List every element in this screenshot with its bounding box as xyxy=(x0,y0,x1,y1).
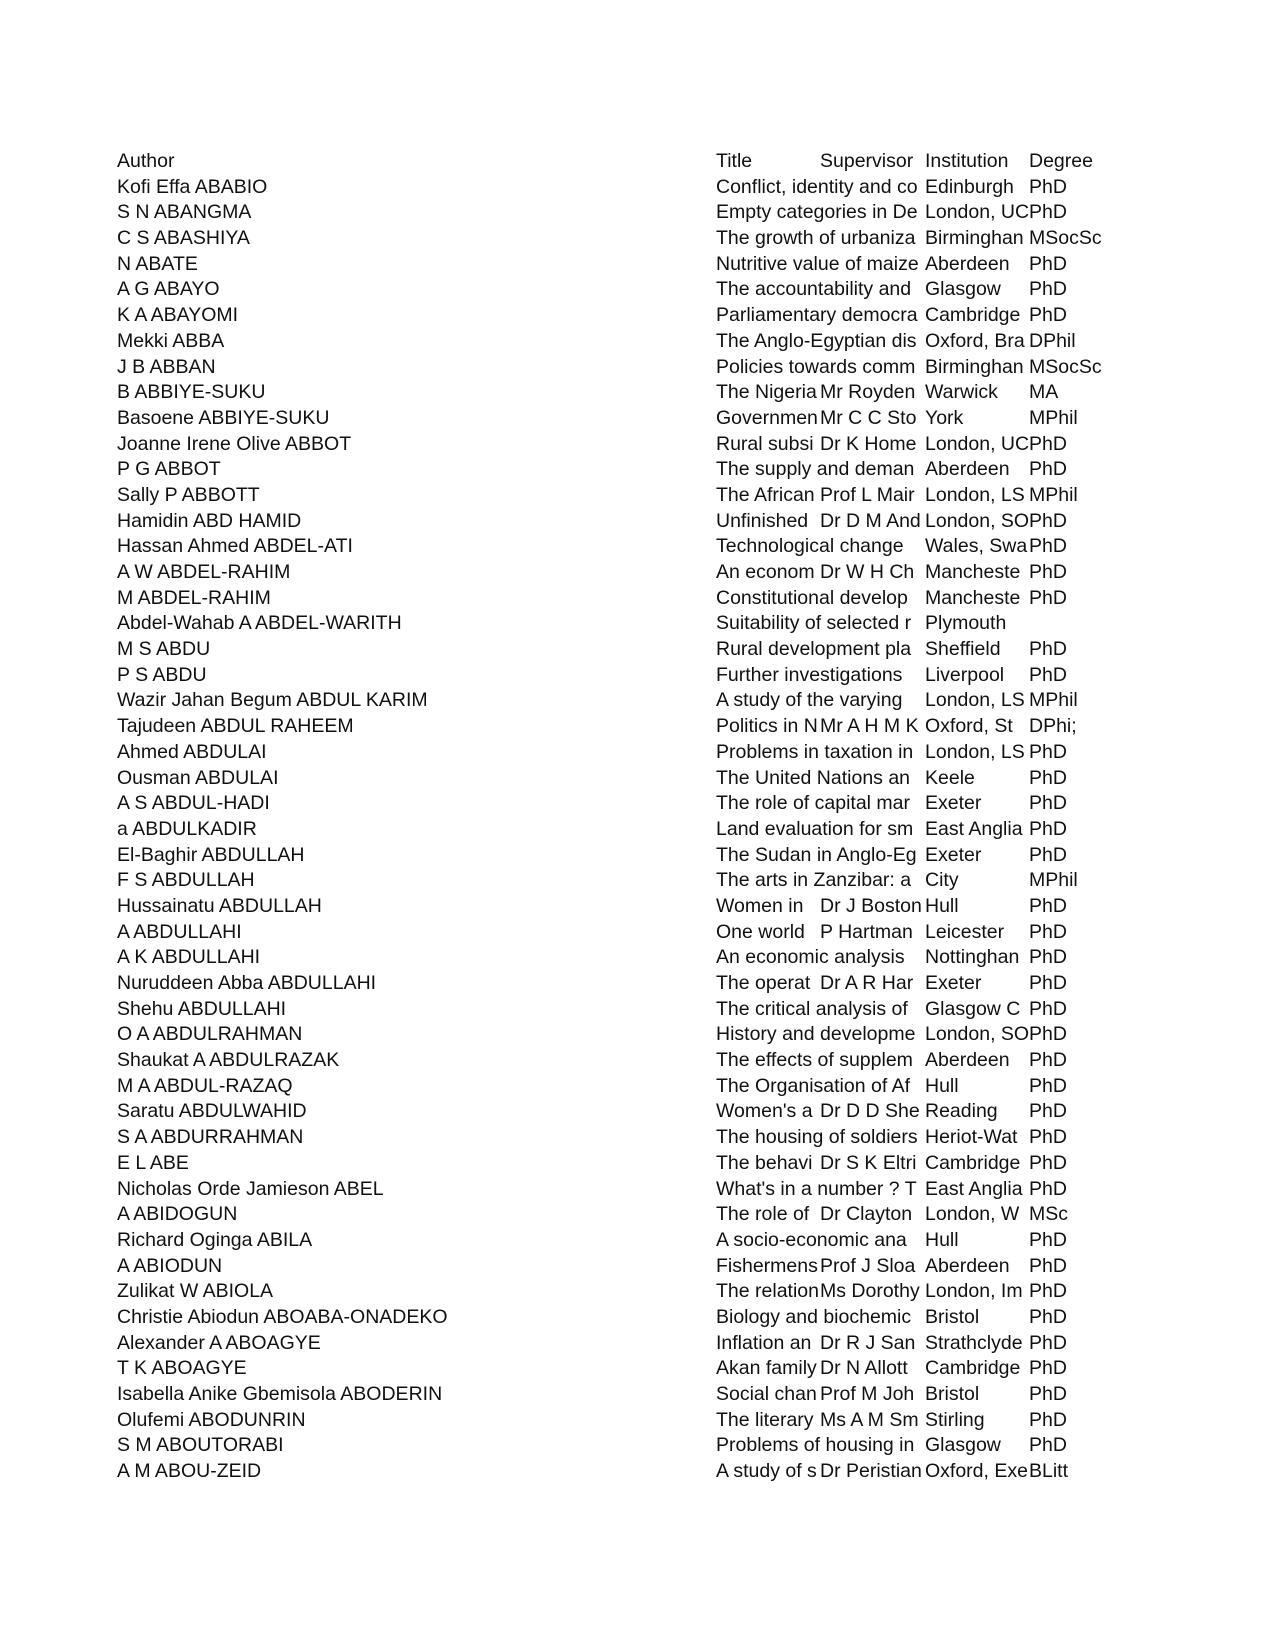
author-cell: Hamidin ABD HAMID xyxy=(117,509,302,532)
degree-cell: PhD xyxy=(1029,1254,1067,1277)
author-cell: Alexander A ABOAGYE xyxy=(117,1331,321,1354)
degree-cell: PhD xyxy=(1029,894,1067,917)
author-cell: Christie Abiodun ABOABA-ONADEKO xyxy=(117,1305,448,1328)
author-cell: P G ABBOT xyxy=(117,458,221,481)
table-row xyxy=(0,1074,1275,1100)
institution-cell: Oxford, Exe xyxy=(925,1460,1028,1483)
degree-cell: PhD xyxy=(1029,1434,1067,1457)
author-cell: Nicholas Orde Jamieson ABEL xyxy=(117,1177,384,1200)
author-cell: Kofi Effa ABABIO xyxy=(117,175,268,198)
header-author: Author xyxy=(117,150,175,172)
title-cell: Unfinished xyxy=(716,509,809,532)
author-cell: Hussainatu ABDULLAH xyxy=(117,894,322,917)
author-cell: F S ABDULLAH xyxy=(117,869,255,892)
degree-cell: PhD xyxy=(1029,1151,1067,1174)
supervisor-cell: Dr D D She xyxy=(820,1100,920,1123)
author-cell: S M ABOUTORABI xyxy=(117,1434,284,1457)
degree-cell: PhD xyxy=(1029,458,1067,481)
degree-cell: PhD xyxy=(1029,586,1067,609)
title-cell: A study of the varying xyxy=(716,689,903,712)
degree-cell: PhD xyxy=(1029,561,1067,583)
table-row xyxy=(0,1305,1275,1331)
degree-cell: PhD xyxy=(1029,1408,1067,1431)
header-supervisor: Supervisor xyxy=(820,150,914,172)
degree-cell: PhD xyxy=(1029,175,1067,198)
degree-cell: MPhil xyxy=(1029,689,1078,712)
degree-cell: PhD xyxy=(1029,278,1067,301)
table-row xyxy=(0,1177,1275,1203)
title-cell: The role of xyxy=(716,1203,810,1226)
degree-cell: PhD xyxy=(1029,663,1067,686)
author-cell: A W ABDEL-RAHIM xyxy=(117,561,291,583)
author-cell: K A ABAYOMI xyxy=(117,304,239,327)
table-row xyxy=(0,1433,1275,1459)
thesis-rows xyxy=(0,175,1275,1485)
author-cell: P S ABDU xyxy=(117,663,207,686)
table-row xyxy=(0,1228,1275,1254)
institution-cell: Strathclyde xyxy=(925,1331,1023,1354)
degree-cell: PhD xyxy=(1029,304,1067,327)
degree-cell: PhD xyxy=(1029,1023,1067,1046)
supervisor-cell: Ms Dorothy xyxy=(820,1280,920,1303)
institution-cell: London, Im xyxy=(925,1280,1023,1303)
author-cell: Olufemi ABODUNRIN xyxy=(117,1408,306,1431)
table-row xyxy=(0,1151,1275,1177)
degree-cell: PhD xyxy=(1029,1074,1067,1097)
table-row xyxy=(0,406,1275,432)
table-row xyxy=(0,1279,1275,1305)
title-cell: The role of capital mar xyxy=(716,792,911,815)
table-row xyxy=(0,1099,1275,1125)
table-row xyxy=(0,843,1275,869)
institution-cell: Exeter xyxy=(925,843,982,866)
title-cell: Problems of housing in xyxy=(716,1434,915,1457)
title-cell: The critical analysis of xyxy=(716,997,908,1020)
title-cell: Conflict, identity and co xyxy=(716,175,918,198)
supervisor-cell: Dr W H Ch xyxy=(820,561,915,583)
supervisor-cell: Mr A H M K xyxy=(820,715,919,738)
table-row xyxy=(0,1356,1275,1382)
table-row xyxy=(0,971,1275,997)
title-cell: Nutritive value of maize xyxy=(716,252,919,275)
author-cell: Mekki ABBA xyxy=(117,329,225,352)
table-row xyxy=(0,586,1275,612)
institution-cell: Edinburgh xyxy=(925,175,1014,198)
table-row xyxy=(0,663,1275,689)
degree-cell: PhD xyxy=(1029,817,1067,840)
institution-cell: London, W xyxy=(925,1203,1020,1226)
institution-cell: Cambridge xyxy=(925,304,1021,327)
table-row xyxy=(0,175,1275,201)
title-cell: The relation xyxy=(716,1280,819,1303)
author-cell: A S ABDUL-HADI xyxy=(117,792,270,815)
institution-cell: Leicester xyxy=(925,920,1005,943)
title-cell: Akan family xyxy=(716,1357,817,1380)
title-cell: Problems in taxation in xyxy=(716,740,914,763)
author-cell: A G ABAYO xyxy=(117,278,220,301)
institution-cell: Liverpool xyxy=(925,663,1005,686)
degree-cell: PhD xyxy=(1029,1331,1067,1354)
table-row xyxy=(0,945,1275,971)
table-row xyxy=(0,1382,1275,1408)
institution-cell: London, LS xyxy=(925,483,1025,506)
table-row xyxy=(0,1125,1275,1151)
supervisor-cell: Dr Peristian xyxy=(820,1460,922,1483)
institution-cell: Cambridge xyxy=(925,1151,1021,1174)
table-row xyxy=(0,509,1275,535)
title-cell: Fishermens xyxy=(716,1254,818,1277)
table-row xyxy=(0,688,1275,714)
institution-cell: Mancheste xyxy=(925,561,1021,583)
title-cell: The arts in Zanzibar: a xyxy=(716,869,912,892)
institution-cell: East Anglia xyxy=(925,1177,1023,1200)
table-row xyxy=(0,997,1275,1023)
table-row xyxy=(0,1202,1275,1228)
table-row xyxy=(0,380,1275,406)
author-cell: Zulikat W ABIOLA xyxy=(117,1280,274,1303)
institution-cell: Exeter xyxy=(925,792,982,815)
table-row xyxy=(0,534,1275,560)
degree-cell: PhD xyxy=(1029,1383,1067,1405)
table-row xyxy=(0,1331,1275,1357)
institution-cell: Reading xyxy=(925,1100,998,1123)
institution-cell: Hull xyxy=(925,894,959,917)
institution-cell: London, LS xyxy=(925,689,1025,712)
table-row xyxy=(0,1048,1275,1074)
institution-cell: London, LS xyxy=(925,740,1025,763)
degree-cell: MA xyxy=(1029,381,1059,404)
author-cell: a ABDULKADIR xyxy=(117,817,257,840)
author-cell: A M ABOU-ZEID xyxy=(117,1460,262,1483)
supervisor-cell: Dr R J San xyxy=(820,1331,916,1354)
degree-cell: PhD xyxy=(1029,946,1067,969)
degree-cell: PhD xyxy=(1029,535,1067,558)
table-row xyxy=(0,740,1275,766)
institution-cell: Wales, Swa xyxy=(925,535,1028,558)
title-cell: The accountability and xyxy=(716,278,912,301)
author-cell: M ABDEL-RAHIM xyxy=(117,586,271,609)
institution-cell: York xyxy=(925,406,964,429)
author-cell: O A ABDULRAHMAN xyxy=(117,1023,303,1046)
supervisor-cell: Dr N Allott xyxy=(820,1357,908,1380)
institution-cell: Aberdeen xyxy=(925,458,1010,481)
title-cell: Women in xyxy=(716,894,804,917)
author-cell: S A ABDURRAHMAN xyxy=(117,1126,304,1149)
institution-cell: Hull xyxy=(925,1074,959,1097)
degree-cell: DPhil xyxy=(1029,329,1076,352)
title-cell: Inflation an xyxy=(716,1331,812,1354)
author-cell: N ABATE xyxy=(117,252,198,275)
degree-cell: MPhil xyxy=(1029,483,1078,506)
institution-cell: Mancheste xyxy=(925,586,1021,609)
title-cell: Empty categories in De xyxy=(716,201,918,224)
author-cell: Ahmed ABDULAI xyxy=(117,740,267,763)
degree-cell: MSc xyxy=(1029,1203,1068,1226)
degree-cell: PhD xyxy=(1029,920,1067,943)
title-cell: The Sudan in Anglo-Eg xyxy=(716,843,917,866)
header-row xyxy=(0,149,1275,175)
supervisor-cell: Mr Royden xyxy=(820,381,916,404)
supervisor-cell: Dr S K Eltri xyxy=(820,1151,917,1174)
degree-cell: PhD xyxy=(1029,1357,1067,1380)
author-cell: A ABIDOGUN xyxy=(117,1203,238,1226)
degree-cell: PhD xyxy=(1029,1049,1067,1072)
degree-cell: PhD xyxy=(1029,638,1067,661)
table-row xyxy=(0,303,1275,329)
degree-cell: PhD xyxy=(1029,766,1067,789)
title-cell: Suitability of selected r xyxy=(716,612,912,635)
author-cell: Ousman ABDULAI xyxy=(117,766,279,789)
institution-cell: Keele xyxy=(925,766,975,789)
author-cell: S N ABANGMA xyxy=(117,201,252,224)
author-cell: M S ABDU xyxy=(117,638,211,661)
title-cell: What's in a number ? T xyxy=(716,1177,917,1200)
title-cell: A study of s xyxy=(716,1460,817,1483)
title-cell: The Organisation of Af xyxy=(716,1074,911,1097)
author-cell: A ABDULLAHI xyxy=(117,920,242,943)
degree-cell: PhD xyxy=(1029,972,1067,994)
title-cell: Politics in N xyxy=(716,715,818,738)
spreadsheet-printout xyxy=(0,149,1275,1485)
author-cell: Shehu ABDULLAHI xyxy=(117,997,287,1020)
header-degree: Degree xyxy=(1029,150,1093,172)
author-cell: Hassan Ahmed ABDEL-ATI xyxy=(117,535,353,558)
title-cell: Rural development pla xyxy=(716,638,912,661)
author-cell: Isabella Anike Gbemisola ABODERIN xyxy=(117,1383,443,1405)
author-cell: A ABIODUN xyxy=(117,1254,223,1277)
author-cell: J B ABBAN xyxy=(117,355,216,378)
institution-cell: Heriot-Wat xyxy=(925,1126,1018,1149)
institution-cell: Sheffield xyxy=(925,638,1001,661)
supervisor-cell: Prof M Joh xyxy=(820,1383,915,1405)
supervisor-cell: Mr C C Sto xyxy=(820,406,917,429)
title-cell: Women's a xyxy=(716,1100,813,1123)
institution-cell: East Anglia xyxy=(925,817,1023,840)
supervisor-cell: P Hartman xyxy=(820,920,913,943)
title-cell: The operat xyxy=(716,972,811,994)
degree-cell: PhD xyxy=(1029,252,1067,275)
degree-cell: PhD xyxy=(1029,201,1067,224)
institution-cell: London, UC xyxy=(925,432,1029,455)
institution-cell: Stirling xyxy=(925,1408,985,1431)
table-row xyxy=(0,817,1275,843)
title-cell: Policies towards comm xyxy=(716,355,916,378)
author-cell: Basoene ABBIYE-SUKU xyxy=(117,406,330,429)
supervisor-cell: Prof L Mair xyxy=(820,483,915,506)
table-row xyxy=(0,252,1275,278)
table-row xyxy=(0,483,1275,509)
supervisor-cell: Ms A M Sm xyxy=(820,1408,919,1431)
table-row xyxy=(0,868,1275,894)
author-cell: Wazir Jahan Begum ABDUL KARIM xyxy=(117,689,428,712)
author-cell: Nuruddeen Abba ABDULLAHI xyxy=(117,972,377,994)
title-cell: The supply and deman xyxy=(716,458,915,481)
degree-cell: PhD xyxy=(1029,997,1067,1020)
table-row xyxy=(0,457,1275,483)
table-row xyxy=(0,1459,1275,1485)
degree-cell: PhD xyxy=(1029,1100,1067,1123)
supervisor-cell: Prof J Sloa xyxy=(820,1254,916,1277)
table-row xyxy=(0,560,1275,586)
author-cell: Tajudeen ABDUL RAHEEM xyxy=(117,715,354,738)
institution-cell: Bristol xyxy=(925,1383,980,1405)
institution-cell: Oxford, St xyxy=(925,715,1013,738)
title-cell: The literary xyxy=(716,1408,814,1431)
table-row xyxy=(0,894,1275,920)
degree-cell: BLitt xyxy=(1029,1460,1069,1483)
table-row xyxy=(0,329,1275,355)
author-cell: C S ABASHIYA xyxy=(117,227,250,250)
table-row xyxy=(0,355,1275,381)
title-cell: The behavi xyxy=(716,1151,813,1174)
title-cell: The housing of soldiers xyxy=(716,1126,918,1149)
table-row xyxy=(0,226,1275,252)
supervisor-cell: Dr K Home xyxy=(820,432,917,455)
degree-cell: PhD xyxy=(1029,1280,1067,1303)
title-cell: Rural subsi xyxy=(716,432,814,455)
degree-cell: MPhil xyxy=(1029,406,1078,429)
title-cell: Technological change xyxy=(716,535,904,558)
header-institution: Institution xyxy=(925,150,1009,172)
institution-cell: Exeter xyxy=(925,972,982,994)
degree-cell: PhD xyxy=(1029,1228,1067,1251)
institution-cell: Warwick xyxy=(925,381,998,404)
header-title: Title xyxy=(716,150,753,172)
institution-cell: Birminghan xyxy=(925,355,1024,378)
table-row xyxy=(0,920,1275,946)
author-cell: Saratu ABDULWAHID xyxy=(117,1100,307,1123)
institution-cell: London, SO xyxy=(925,509,1029,532)
institution-cell: Nottinghan xyxy=(925,946,1020,969)
supervisor-cell: Dr A R Har xyxy=(820,972,914,994)
institution-cell: City xyxy=(925,869,959,892)
supervisor-cell: Dr J Boston xyxy=(820,894,922,917)
table-row xyxy=(0,1022,1275,1048)
author-cell: T K ABOAGYE xyxy=(117,1357,247,1380)
title-cell: The United Nations an xyxy=(716,766,911,789)
table-row xyxy=(0,791,1275,817)
title-cell: The effects of supplem xyxy=(716,1049,913,1072)
degree-cell: MSocSc xyxy=(1029,355,1102,378)
title-cell: Parliamentary democra xyxy=(716,304,918,327)
author-cell: Abdel-Wahab A ABDEL-WARITH xyxy=(117,612,402,635)
institution-cell: Glasgow xyxy=(925,1434,1001,1457)
title-cell: The growth of urbaniza xyxy=(716,227,916,250)
title-cell: The Anglo-Egyptian dis xyxy=(716,329,917,352)
institution-cell: Oxford, Bra xyxy=(925,329,1025,352)
title-cell: Biology and biochemic xyxy=(716,1305,912,1328)
title-cell: Constitutional develop xyxy=(716,586,908,609)
table-row xyxy=(0,611,1275,637)
author-cell: B ABBIYE-SUKU xyxy=(117,381,266,404)
degree-cell: MSocSc xyxy=(1029,227,1102,250)
table-row xyxy=(0,714,1275,740)
institution-cell: Birminghan xyxy=(925,227,1024,250)
institution-cell: London, SO xyxy=(925,1023,1029,1046)
author-cell: M A ABDUL-RAZAQ xyxy=(117,1074,293,1097)
institution-cell: Glasgow C xyxy=(925,997,1021,1020)
degree-cell: PhD xyxy=(1029,432,1067,455)
title-cell: Further investigations xyxy=(716,663,903,686)
degree-cell: PhD xyxy=(1029,509,1067,532)
table-row xyxy=(0,637,1275,663)
author-cell: Richard Oginga ABILA xyxy=(117,1228,313,1251)
title-cell: History and developme xyxy=(716,1023,916,1046)
degree-cell: MPhil xyxy=(1029,869,1078,892)
title-cell: Governmen xyxy=(716,406,818,429)
degree-cell: PhD xyxy=(1029,843,1067,866)
degree-cell: PhD xyxy=(1029,740,1067,763)
author-cell: Joanne Irene Olive ABBOT xyxy=(117,432,352,455)
institution-cell: Glasgow xyxy=(925,278,1001,301)
title-cell: A socio-economic ana xyxy=(716,1228,907,1251)
institution-cell: London, UC xyxy=(925,201,1029,224)
author-cell: E L ABE xyxy=(117,1151,189,1174)
title-cell: An econom xyxy=(716,561,815,583)
institution-cell: Bristol xyxy=(925,1305,980,1328)
table-row xyxy=(0,1254,1275,1280)
title-cell: Social chan xyxy=(716,1383,817,1405)
degree-cell: PhD xyxy=(1029,1126,1067,1149)
table-row xyxy=(0,277,1275,303)
supervisor-cell: Dr Clayton xyxy=(820,1203,913,1226)
institution-cell: Plymouth xyxy=(925,612,1007,635)
author-cell: Shaukat A ABDULRAZAK xyxy=(117,1049,340,1072)
supervisor-cell: Dr D M And xyxy=(820,509,921,532)
author-cell: Sally P ABBOTT xyxy=(117,483,260,506)
institution-cell: Hull xyxy=(925,1228,959,1251)
table-row xyxy=(0,200,1275,226)
degree-cell: PhD xyxy=(1029,1305,1067,1328)
institution-cell: Aberdeen xyxy=(925,252,1010,275)
degree-cell: PhD xyxy=(1029,792,1067,815)
author-cell: El-Baghir ABDULLAH xyxy=(117,843,305,866)
title-cell: Land evaluation for sm xyxy=(716,817,914,840)
institution-cell: Cambridge xyxy=(925,1357,1021,1380)
title-cell: The African xyxy=(716,483,815,506)
title-cell: An economic analysis xyxy=(716,946,905,969)
institution-cell: Aberdeen xyxy=(925,1254,1010,1277)
degree-cell: DPhi; xyxy=(1029,715,1077,738)
title-cell: The Nigeria xyxy=(716,381,817,404)
degree-cell: PhD xyxy=(1029,1177,1067,1200)
table-row xyxy=(0,1408,1275,1434)
author-cell: A K ABDULLAHI xyxy=(117,946,261,969)
institution-cell: Aberdeen xyxy=(925,1049,1010,1072)
title-cell: One world xyxy=(716,920,805,943)
table-row xyxy=(0,432,1275,458)
table-row xyxy=(0,766,1275,792)
